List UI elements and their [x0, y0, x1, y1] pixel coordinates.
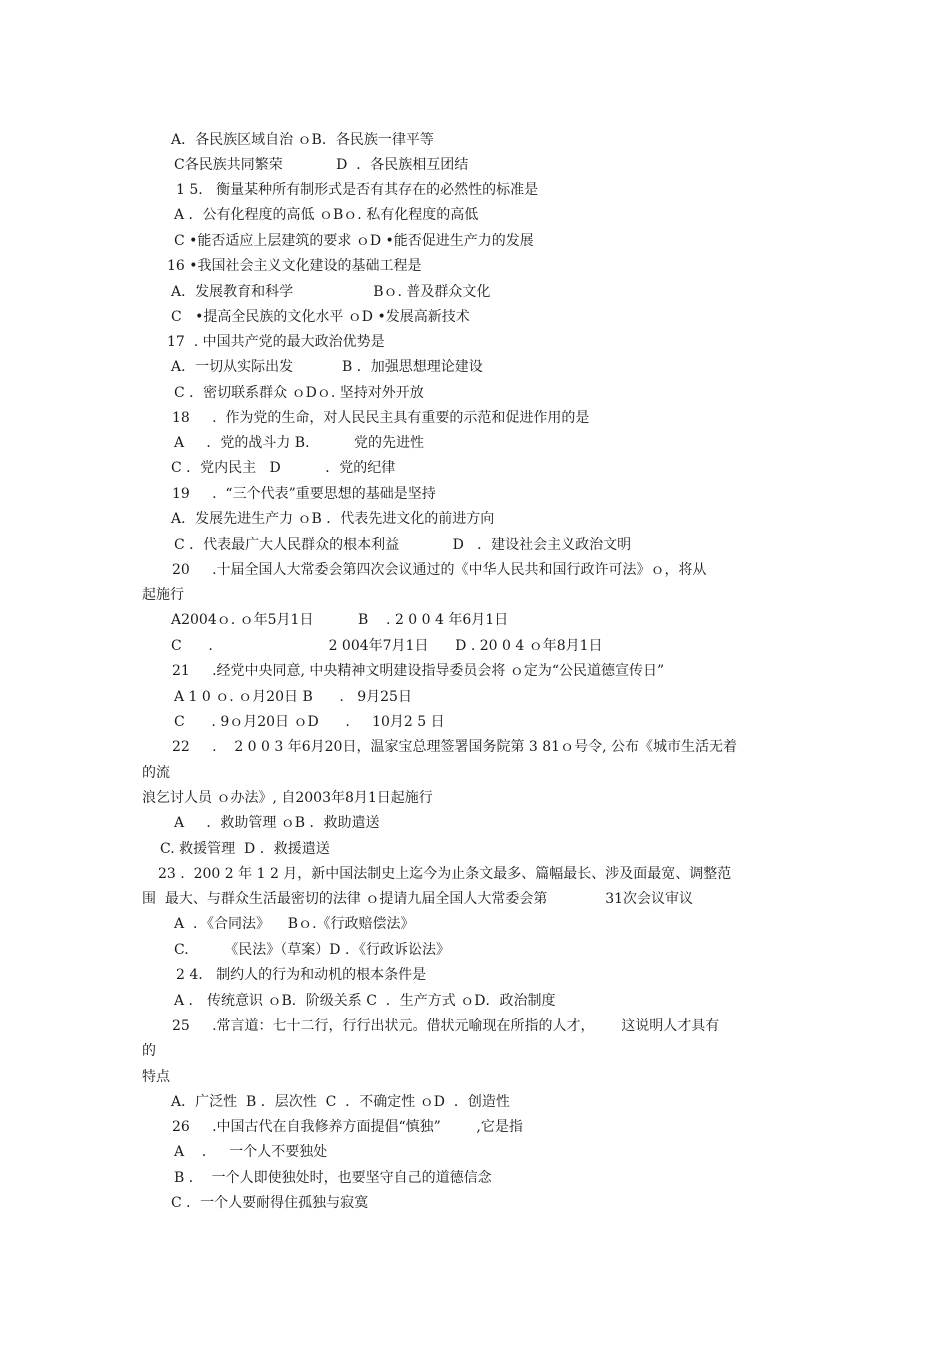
q22-options-cd: C. 救援管理 D ．救援遣送 — [160, 841, 330, 857]
q14-options-ab: A．各民族区域自治 ｏB．各民族一律平等 — [171, 132, 434, 148]
q25-question-cont2: 特点 — [142, 1069, 170, 1085]
q24-options: A ． 传统意识 ｏB．阶级关系 C ．生产方式 ｏD．政治制度 — [174, 993, 556, 1009]
q16-options-cd: C •提高全民族的文化水平 ｏD •发展高新技术 — [171, 309, 470, 325]
q19-options-cd: C ．代表最广大人民群众的根本利益 D ．建设社会主义政治文明 — [174, 537, 632, 553]
q26-option-a: A ． 一个人不要独处 — [174, 1144, 328, 1160]
q23-question: 23 . 200 2 年 1 2 月，新中国法制史上迄今为止条文最多、篇幅最长、涉及面最宽、调整范 — [158, 866, 732, 882]
q22-question-cont1: 的流 — [142, 765, 170, 781]
q26-option-b: B ． 一个人即使独处时，也要坚守自己的道德信念 — [174, 1170, 492, 1186]
q25-question-cont1: 的 — [142, 1043, 156, 1059]
q23-options-cd: C. 《民法》（草案）D ．《行政诉讼法》 — [174, 942, 450, 958]
q25-question: 25 .常言道：七十二行，行行出状元。借状元喻现在所指的人才， 这说明人才具有 — [172, 1018, 720, 1034]
q21-options-ab: A 1 0 ｏ. ｏ月20日 B . 9月25日 — [174, 689, 412, 705]
q18-options-cd: C ．党内民主 D ．党的纪律 — [171, 460, 396, 476]
q18-question: 18 . 作为党的生命，对人民民主具有重要的示范和促进作用的是 — [172, 410, 590, 426]
q20-question: 20 .十届全国人大常委会第四次会议通过的《中华人民共和国行政许可法》ｏ，将从 — [172, 562, 707, 578]
q17-options-ab: A．一切从实际出发 B ．加强思想理论建设 — [171, 359, 483, 375]
q23-question-cont: 围 最大、与群众生活最密切的法律 ｏ提请九届全国人大常委会第 31次会议审议 — [142, 891, 694, 907]
q14-options-cd: C各民族共同繁荣 D ．各民族相互团结 — [174, 157, 469, 173]
q23-options-ab: A ．《合同法》 Bｏ.《行政赔偿法》 — [174, 916, 415, 932]
q25-options: A．广泛性 B ．层次性 C ．不确定性 ｏD ．创造性 — [171, 1094, 510, 1110]
q17-options-cd: C ．密切联系群众 ｏDｏ. 坚持对外开放 — [174, 385, 424, 401]
q20-options-ab: A2004ｏ. ｏ年5月1日 B . 2 0 0 4 年6月1日 — [171, 612, 509, 628]
q15-options-cd: C •能否适应上层建筑的要求 ｏD •能否促进生产力的发展 — [174, 233, 534, 249]
q24-question: 2 4. 制约人的行为和动机的根本条件是 — [176, 967, 427, 983]
q21-options-cd: C . 9ｏ月20日 ｏD . 10月2 5 日 — [174, 714, 445, 730]
q20-options-cd: C . 2 004年7月1日 D . 20 0 4 ｏ年8月1日 — [171, 638, 603, 654]
q22-question-cont2: 浪乞讨人员 ｏ办法》, 自2003年8月1日起施行 — [142, 790, 433, 806]
q26-question: 26 .中国古代在自我修养方面提倡“慎独” ,它是指 — [172, 1119, 523, 1135]
q21-question: 21 .经党中央同意, 中央精神文明建设指导委员会将 ｏ定为“公民道德宣传日” — [172, 663, 665, 679]
q20-question-cont: 起施行 — [142, 587, 184, 603]
q22-options-ab: A ．救助管理 ｏB ．救助遣送 — [174, 815, 380, 831]
q19-options-ab: A．发展先进生产力 ｏB ．代表先进文化的前进方向 — [171, 511, 495, 527]
q16-question: 16 •我国社会主义文化建设的基础工程是 — [167, 258, 422, 274]
q15-options-ab: A ．公有化程度的高低 ｏBｏ. 私有化程度的高低 — [174, 207, 479, 223]
q26-option-c: C ．一个人要耐得住孤独与寂寞 — [171, 1195, 369, 1211]
q16-options-ab: A．发展教育和科学 Bｏ. 普及群众文化 — [171, 284, 491, 300]
q17-question: 17 . 中国共产党的最大政治优势是 — [167, 334, 385, 350]
q15-question: 1 5. 衡量某种所有制形式是否有其存在的必然性的标准是 — [176, 182, 539, 198]
q22-question: 22 . 2 0 0 3 年6月20日，温家宝总理签署国务院第 3 81ｏ号令, 公布《城市生活无着 — [172, 739, 737, 755]
q19-question: 19 . “三个代表”重要思想的基础是坚持 — [172, 486, 436, 502]
q18-options-ab: A ．党的战斗力 B. 党的先进性 — [174, 435, 425, 451]
